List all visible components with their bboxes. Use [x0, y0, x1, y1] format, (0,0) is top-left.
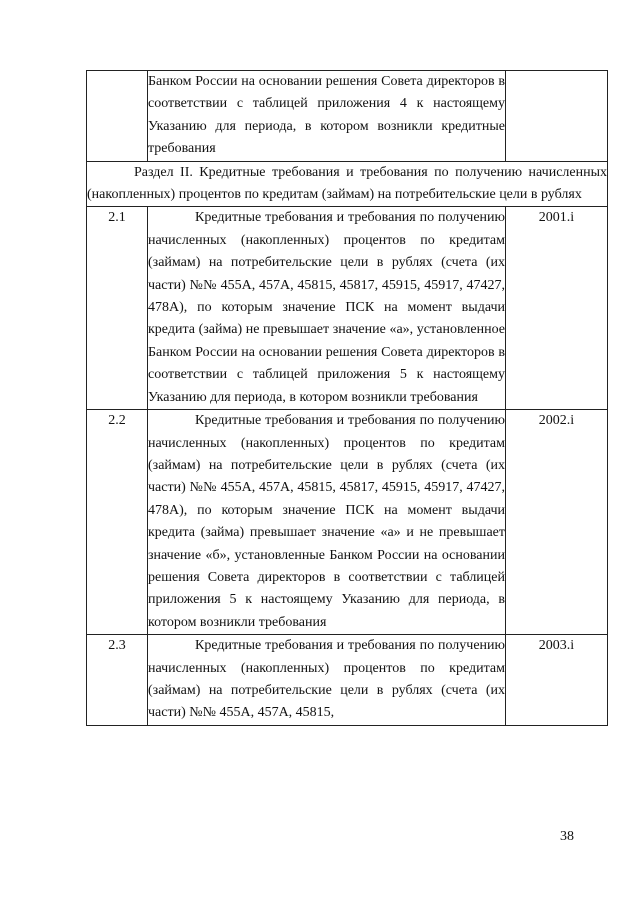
- indicators-table: [86, 70, 608, 726]
- row-number: 2.2: [87, 410, 148, 635]
- row-description: Кредитные требования и требования по получению начисленных (накопленных) процентов по кредитам (займам) на потребительские цели в рублях (счета (их части) №№ 455А, 457А, 45815, 45817, 45915, 45917, 47427, 478А), по которым значение ПСК на момент выдачи кредита (займа) превышает значение «а» и не превышает значение «б», установленные Банком России на основании решения Совета директоров в соответствии с таблицей приложения 5 к настоящему Указанию для периода, в котором возникли требования: [148, 410, 506, 635]
- page-number: 38: [560, 829, 574, 844]
- row-number: 2.3: [87, 635, 148, 726]
- table-row: [87, 635, 608, 726]
- description-cell: [148, 71, 506, 162]
- row-code: 2003.i: [506, 635, 608, 726]
- row-description: Кредитные требования и требования по получению начисленных (накопленных) процентов по кредитам (займам) на потребительские цели в рублях (счета (их части) №№ 455А, 457А, 45815, 45817, 45915, 45917, 47427, 478А), по которым значение ПСК на момент выдачи кредита (займа) не превышает значение «а», установленное Банком России на основании решения Совета директоров в соответствии с таблицей приложения 5 к настоящему Указанию для периода, в котором возникли требования: [148, 207, 506, 410]
- row-description: Кредитные требования и требования по получению начисленных (накопленных) процентов по кредитам (займам) на потребительские цели в рублях (счета (их части) №№ 455А, 457А, 45815,: [148, 635, 506, 726]
- number-cell: [87, 71, 148, 162]
- row-code: 2002.i: [506, 410, 608, 635]
- section-header-cell: [87, 161, 608, 207]
- section-header-row: [87, 161, 608, 207]
- table-row: [87, 410, 608, 635]
- table-row: [87, 207, 608, 410]
- continuation-text: Банком России на основании решения Совета директоров в соответствии с таблицей приложения 4 к настоящему Указанию для периода, в котором возникли кредитные требования: [148, 74, 505, 157]
- row-code: 2001.i: [506, 207, 608, 410]
- row-number: 2.1: [87, 207, 148, 410]
- section-header-text: Раздел II. Кредитные требования и требования по получению начисленных (накопленных) процентов по кредитам (займам) на потребительские цели в рублях: [87, 164, 607, 203]
- code-cell: [506, 71, 608, 162]
- table-row-continuation: [87, 71, 608, 162]
